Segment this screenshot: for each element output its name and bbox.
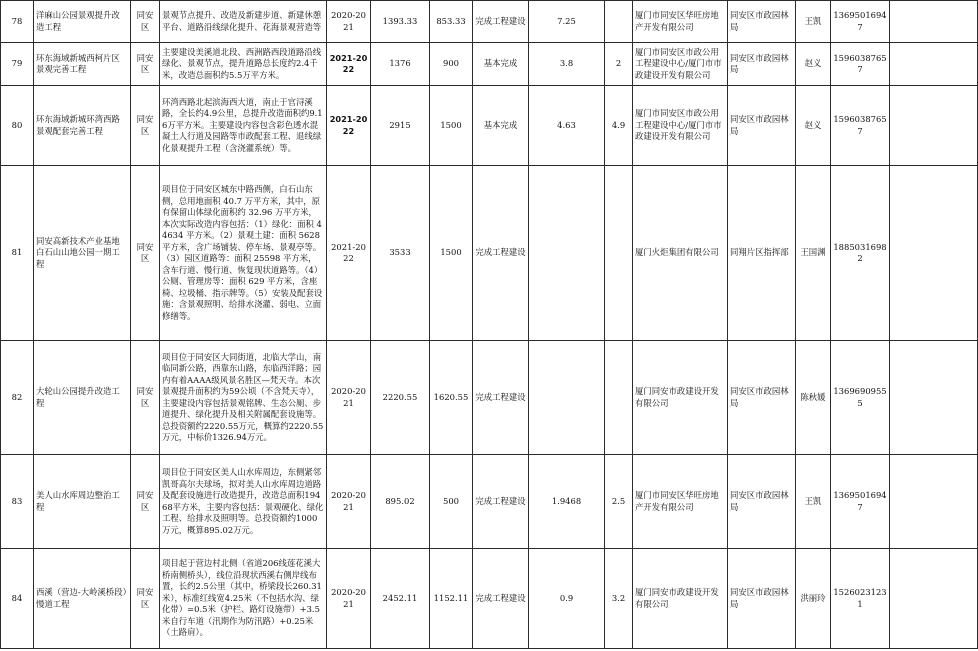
length-value: 4.9 [605, 86, 633, 166]
length-value: 2.5 [605, 455, 633, 549]
supervisor-unit: 同翔片区指挥部 [728, 166, 796, 341]
owner-unit: 厦门火炬集团有限公司 [633, 166, 728, 341]
length-value [605, 1, 633, 43]
project-name: 洋麻山公园景观提升改造工程 [34, 1, 131, 43]
owner-unit: 厦门市同安区市政公用工程建设中心/厦门市市政建设开发有限公司 [633, 43, 728, 86]
total-investment: 2915 [371, 86, 430, 166]
owner-unit: 厦门市同安区市政公用工程建设中心/厦门市市政建设开发有限公司 [633, 86, 728, 166]
area-value: 0.9 [529, 549, 605, 649]
project-description: 项目位于同安区美人山水库周边，东侧紧邻凯哥高尔夫球场，拟对美人山水库周边道路及配套设施进行改造提升，改造总面积19468平方米，主要内容包括：景观硬化、绿化工程、给排水及照明等。总投资额约1000万元，概算895.02万元。 [160, 455, 327, 549]
table-row [1, 1, 978, 43]
progress-status: 基本完成 [473, 43, 529, 86]
area-value: 1.9468 [529, 455, 605, 549]
row-number: 84 [1, 549, 34, 649]
owner-unit: 厦门市同安区华旺房地产开发有限公司 [633, 1, 728, 43]
construction-period: 2020-2021 [327, 455, 371, 549]
district: 同安区 [131, 86, 160, 166]
progress-status: 基本完成 [473, 86, 529, 166]
empty-cell [890, 166, 978, 341]
project-name: 环东海域新城环湾西路景观配套完善工程 [34, 86, 131, 166]
annual-investment: 853.33 [430, 1, 473, 43]
area-value: 7.25 [529, 1, 605, 43]
total-investment: 1376 [371, 43, 430, 86]
project-name: 西溪（营边-大岭溪桥段）慢道工程 [34, 549, 131, 649]
empty-cell [890, 86, 978, 166]
contact-phone: 18850316982 [831, 166, 890, 341]
empty-cell [890, 1, 978, 43]
construction-period: 2020-2021 [327, 1, 371, 43]
progress-status: 完成工程建设 [473, 1, 529, 43]
supervisor-unit: 同安区市政园林局 [728, 341, 796, 455]
empty-cell [890, 43, 978, 86]
project-description: 环湾西路北起滨海西大道，南止于官浔溪路，全长约4.9公里，总提升改造面积约9.16万平方米。主要建设内容包含彩色透水混凝土人行道及园路等市政配套工程、退线绿化景观提升工程（含浇灌系统）等。 [160, 86, 327, 166]
area-value: 4.63 [529, 86, 605, 166]
total-investment: 895.02 [371, 455, 430, 549]
district: 同安区 [131, 1, 160, 43]
area-value [529, 166, 605, 341]
owner-unit: 厦门同安市政建设开发有限公司 [633, 549, 728, 649]
construction-period: 2020-2021 [327, 341, 371, 455]
length-value: 2 [605, 43, 633, 86]
district: 同安区 [131, 166, 160, 341]
table-row [1, 549, 978, 649]
table-row [1, 341, 978, 455]
annual-investment: 1500 [430, 86, 473, 166]
contact-phone: 15260231231 [831, 549, 890, 649]
total-investment: 2452.11 [371, 549, 430, 649]
area-value: 3.8 [529, 43, 605, 86]
table-row [1, 86, 978, 166]
project-name: 环东海域新城西柯片区景观完善工程 [34, 43, 131, 86]
project-description: 项目位于同安区城东中路西侧，白石山东侧，总用地面积 40.7 万平方米，其中，原有保留山体绿化面积约 32.96 万平方米，本次实际改造内容包括：（1）绿化：面积 44634 平方米。（2）景观土建：面积 5628平方米，含广场铺装、停车场、景观亭等。（3）园区道路等：面积 25598 平方米，含车行道、慢行道、恢复现状道路等。（4）公厕、管理房等：面积 629 平方米，含座椅、垃圾桶、指示牌等。（5）安装及配套设施：含景观照明、给排水浇灌、弱电、立面修缮等。 [160, 166, 327, 341]
row-number: 78 [1, 1, 34, 43]
annual-investment: 900 [430, 43, 473, 86]
district: 同安区 [131, 341, 160, 455]
empty-cell [890, 549, 978, 649]
district: 同安区 [131, 455, 160, 549]
district: 同安区 [131, 549, 160, 649]
row-number: 80 [1, 86, 34, 166]
progress-status: 完成工程建设 [473, 341, 529, 455]
project-name: 大轮山公园提升改造工程 [34, 341, 131, 455]
construction-period: 2021-2022 [327, 166, 371, 341]
contact-person: 陈秋媛 [796, 341, 831, 455]
total-investment: 1393.33 [371, 1, 430, 43]
contact-phone: 13695016947 [831, 455, 890, 549]
annual-investment: 1500 [430, 166, 473, 341]
length-value [605, 341, 633, 455]
annual-investment: 500 [430, 455, 473, 549]
project-description: 项目位于同安区大同街道，北临大学山，南临同新公路，西靠东山路，东临西洋路；园内有着AAAA级风景名胜区—梵天寺。本次景观提升面积约为59公顷（不含梵天寺），主要建设内容包括景观铭牌、生态公厕、步道提升、绿化提升及相关附属配套设施等。总投资额约2220.55万元，概算约2220.55万元，中标价1326.94万元。 [160, 341, 327, 455]
project-name: 美人山水库周边整治工程 [34, 455, 131, 549]
contact-person: 洪丽玲 [796, 549, 831, 649]
contact-phone: 15960387657 [831, 86, 890, 166]
project-description: 项目起于营边村北侧（省道206线莲花溪大桥南侧桥头），线位沿现状西溪右侧岸线布置，长约2.5公里（其中，桥梁段长260.31米），标准红线宽4.25米（不包括水沟、绿化带）=0.5米（护栏、路灯设施带）+3.5米自行车道（汛期作为防汛路）+0.25米（土路肩）。 [160, 549, 327, 649]
progress-status: 完成工程建设 [473, 166, 529, 341]
supervisor-unit: 同安区市政园林局 [728, 43, 796, 86]
row-number: 83 [1, 455, 34, 549]
supervisor-unit: 同安区市政园林局 [728, 455, 796, 549]
contact-person: 赵义 [796, 86, 831, 166]
district: 同安区 [131, 43, 160, 86]
total-investment: 3533 [371, 166, 430, 341]
project-description: 主要建设美溪道北段、西洲路西段道路沿线绿化、景观节点，提升道路总长度约2.4千米，改造总面积约5.5万平方米。 [160, 43, 327, 86]
progress-status: 完成工程建设 [473, 549, 529, 649]
contact-person: 赵义 [796, 43, 831, 86]
empty-cell [890, 341, 978, 455]
contact-phone: 13695016947 [831, 1, 890, 43]
project-name: 同安高新技术产业基地白石山山地公园一期工程 [34, 166, 131, 341]
supervisor-unit: 同安区市政园林局 [728, 549, 796, 649]
supervisor-unit: 同安区市政园林局 [728, 86, 796, 166]
length-value [605, 166, 633, 341]
progress-status: 完成工程建设 [473, 455, 529, 549]
row-number: 81 [1, 166, 34, 341]
contact-person: 王凯 [796, 1, 831, 43]
supervisor-unit: 同安区市政园林局 [728, 1, 796, 43]
contact-phone: 15960387657 [831, 43, 890, 86]
table-row [1, 43, 978, 86]
construction-period: 2021-2022 [327, 86, 371, 166]
table-row [1, 166, 978, 341]
contact-phone: 13696909555 [831, 341, 890, 455]
empty-cell [890, 455, 978, 549]
construction-period: 2020-2021 [327, 549, 371, 649]
project-description: 景观节点提升、改造及新建步道、新建休憩平台、道路沿线绿化提升、花海景观营造等 [160, 1, 327, 43]
contact-person: 王国渊 [796, 166, 831, 341]
row-number: 79 [1, 43, 34, 86]
row-number: 82 [1, 341, 34, 455]
annual-investment: 1620.55 [430, 341, 473, 455]
contact-person: 王凯 [796, 455, 831, 549]
owner-unit: 厦门市同安区华旺房地产开发有限公司 [633, 455, 728, 549]
construction-period: 2021-2022 [327, 43, 371, 86]
annual-investment: 1152.11 [430, 549, 473, 649]
length-value: 3.2 [605, 549, 633, 649]
table-row [1, 455, 978, 549]
total-investment: 2220.55 [371, 341, 430, 455]
area-value [529, 341, 605, 455]
owner-unit: 厦门同安市政建设开发有限公司 [633, 341, 728, 455]
